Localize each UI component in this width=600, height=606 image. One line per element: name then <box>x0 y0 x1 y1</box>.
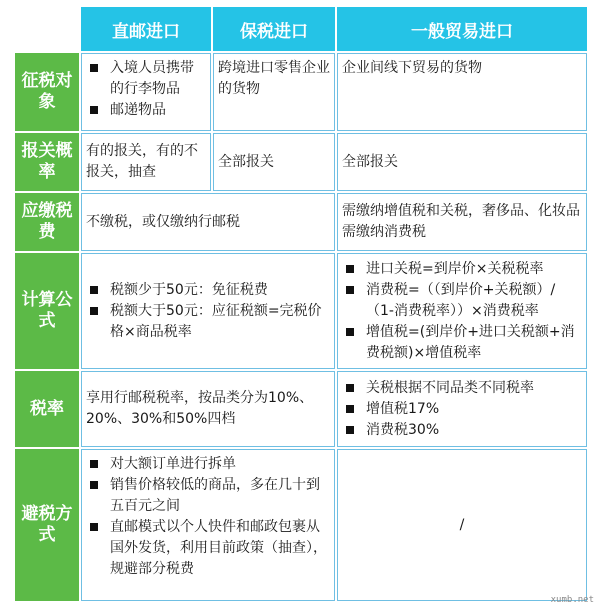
watermark: xumb.net <box>550 595 594 605</box>
cell-direct-bonded <box>81 253 335 369</box>
header-corner <box>15 7 79 51</box>
cell-text: 有的报关，有的不报关，抽查 <box>86 143 198 180</box>
cell-general <box>337 449 587 601</box>
cell-direct <box>81 53 211 131</box>
bullet-item: 增值税17% <box>342 399 534 420</box>
bullet-list <box>86 58 206 121</box>
bullet-list <box>86 280 330 343</box>
cell-direct-bonded <box>81 371 335 447</box>
header-bonded: 保税进口 <box>213 7 335 51</box>
bullet-list <box>342 259 582 364</box>
row-label: 报关概率 <box>15 133 79 191</box>
cell-bonded <box>213 133 335 191</box>
header-general-trade: 一般贸易进口 <box>337 7 587 51</box>
header-direct-mail: 直邮进口 <box>81 7 211 51</box>
cell-text: 不缴税，或仅缴纳行邮税 <box>86 213 240 230</box>
bullet-item: 邮递物品 <box>86 100 206 121</box>
bullet-list <box>342 378 534 441</box>
cell-bonded <box>213 53 335 131</box>
cell-general <box>337 371 587 447</box>
bullet-item: 消费税=（（到岸价+关税额）/（1-消费税率））×消费税率 <box>342 280 582 322</box>
cell-general <box>337 193 587 251</box>
cell-direct-bonded <box>81 449 335 601</box>
bullet-item: 税额少于50元：免征税费 <box>86 280 330 301</box>
row-label: 计算公式 <box>15 253 79 369</box>
bullet-item: 消费税30% <box>342 420 534 441</box>
cell-general <box>337 53 587 131</box>
cell-direct-bonded <box>81 193 335 251</box>
cell-general <box>337 253 587 369</box>
cell-text: / <box>459 516 465 533</box>
bullet-item: 入境人员携带的行李物品 <box>86 58 206 100</box>
row-label: 应缴税费 <box>15 193 79 251</box>
bullet-list <box>86 454 330 580</box>
bullet-item: 销售价格较低的商品，多在几十到五百元之间 <box>86 475 330 517</box>
bullet-item: 直邮模式以个人快件和邮政包裹从国外发货，利用目前政策（抽查），规避部分税费 <box>86 517 330 580</box>
bullet-item: 对大额订单进行拆单 <box>86 454 330 475</box>
bullet-item: 关税根据不同品类不同税率 <box>342 378 534 399</box>
row-label: 税率 <box>15 371 79 447</box>
cell-text: 跨境进口零售企业的货物 <box>218 60 330 97</box>
comparison-table <box>14 6 588 602</box>
bullet-item: 进口关税=到岸价×关税税率 <box>342 259 582 280</box>
row-label: 征税对象 <box>15 53 79 131</box>
cell-text: 享用行邮税税率，按品类分为10%、20%、30%和50%四档 <box>86 390 314 427</box>
cell-text: 企业间线下贸易的货物 <box>342 60 482 76</box>
cell-text: 需缴纳增值税和关税，奢侈品、化妆品需缴纳消费税 <box>342 203 580 240</box>
bullet-item: 税额大于50元：应征税额=完税价格×商品税率 <box>86 301 330 343</box>
cell-direct <box>81 133 211 191</box>
bullet-item: 增值税=(到岸价+进口关税额+消费税额)×增值税率 <box>342 322 582 364</box>
cell-general <box>337 133 587 191</box>
cell-text: 全部报关 <box>342 153 398 170</box>
row-label: 避税方式 <box>15 449 79 601</box>
cell-text: 全部报关 <box>218 153 274 170</box>
